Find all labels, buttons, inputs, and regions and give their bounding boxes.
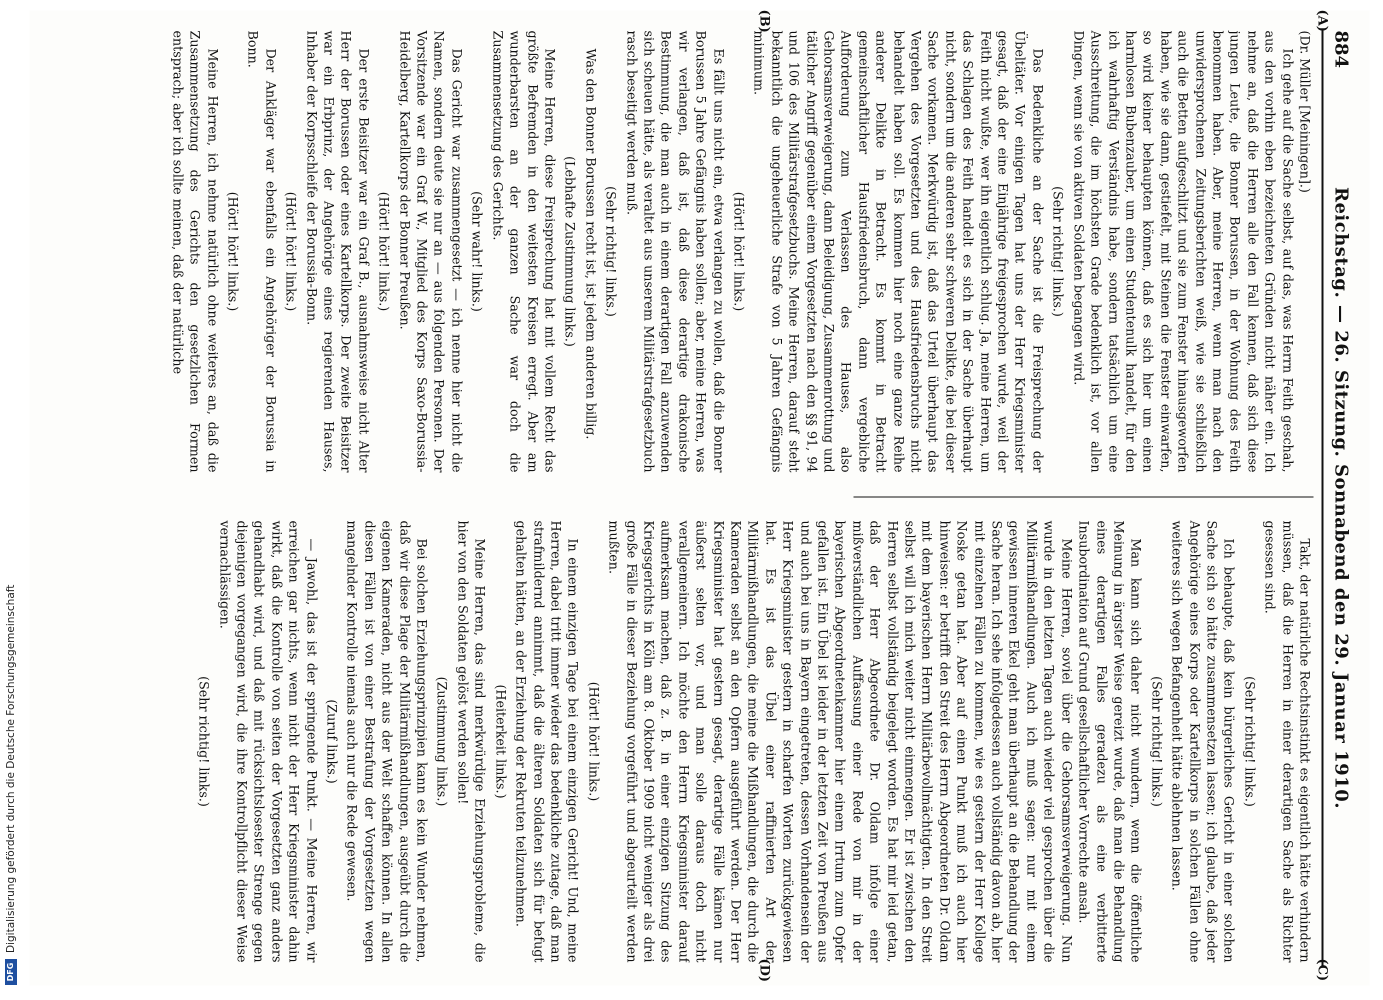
interjection: (Sehr richtig! links.) (1242, 676, 1258, 807)
interjection: (Hört! hört! links.) (283, 191, 299, 312)
paragraph: Meine Herren, soviel über die Gehorsamsverweigerung. Nun wurde in den letzten Tagen auch wieder viel gesprochen über die Militärmißhandlungen. Auch ich muß sagen: nur mit einem gewissen inneren Ekel geht man überhaupt an die Behandlung der Sache heran. Ich sehe infolgedessen auch vollständig davon ab, hier mit einzelnen Fällen zu kommen, wie es gestern der Herr Kollege Noske getan hat. Aber auf einen Punkt muß ich auch hier hinweisen: er betrifft den Streit des Herrn Abgeordneten Dr. Oldam mit dem bayerischen Herrn Militärbevollmächtigten. In den Streit selbst will ich mich weiter nicht einmengen. Er ist zwischen den Herren selbst vollständig beigelegt worden. Es hat mir leid getan, daß der Herr Abgeordnete Dr. Oldam infolge einer mißverständlichen Auffassung einer Rede von mir in der bayerischen Abgeordnetenkammer hier einem Irrtum zum Opfer gefallen ist. Ein Übel ist leider in der letzten Zeit von Preußen aus und auch bei uns in Bayern eingetreten, dessen Vorhandensein der Herr Kriegsminister gestern in scharfen Worten zurückgewiesen hat. Es ist das Übel einer raffinierten Art der Militärmißhandlungen, die meine die Mißhandlungen, die durch die Kameraden selbst an den Opfern ausgeführt werden. Der Herr Kriegsminister hat gestern gesagt, derartige Fälle kämen nur äußerst selten vor, und man solle daraus doch nicht verallgemeinern. Ich möchte den Herrn Kriegsminister darauf aufmerksam machen, daß z. B. in einer einzigen Sitzung des Kriegsgerichts in Köln am 8. Oktober 1909 nicht weniger als drei große Fälle in dieser Beziehung vorgeführt und abgeurteilt werden mußten. (606, 520, 1075, 963)
interjection: (Sehr richtig! links.) (603, 186, 619, 317)
margin-marker-c: (C) (1314, 958, 1330, 982)
paragraph: Ich gehe auf die Sache selbst, auf das, was Herrn Feith geschah, aus den vorhin eben bezeichneten Gründen nicht näher ein. Ich nehme an, daß die Herren alle den Fall kennen, daß sich diese jungen Leute, die Bonner Borussen, in der Wohnung des Feith benommen haben. Aber, meine Herren, wenn man nach den unwidersprochenen Zeitungsberichten weiß, wie sie schließlich auch die Betten aufgeschlitzt und sie zum Fenster hinausgeworfen haben, wie sie dann, gestiefelt, mit Steinen die Fenster einwarfen, so wird keiner behaupten können, daß es sich hier um einen harmlosen Bubenzauber, um einen Studentenulk handelt, für den ich wahrhaftig Verständnis habe, sondern tatsächlich um eine Ausschreitung, die im höchsten Grade bedenklich ist, vor allen Dingen, wenn sie von aktiven Soldaten begangen wird. (1071, 30, 1296, 473)
interjection: (Hört! hört! links.) (731, 191, 747, 312)
margin-marker-a: (A) (1314, 9, 1330, 32)
digitization-text: Digitalisierung gefördert durch die Deutsche Forschungsgemeinschaft (5, 584, 17, 953)
interjection: (Hört! hört! links.) (225, 191, 241, 312)
paragraph: Es fällt uns nicht ein, etwa verlangen zu wollen, daß die Bonner Borussen 5 Jahre Gefängnis haben sollen; aber, meine Herren, was wir verlangen, daß ist, daß diese derartige drakonische Bestimmung, die man auch in einem derartigen Fall anzuwenden sich scheuen hätte, als veraltet aus unserem Militärstrafgesetzbuch rasch beseitigt werden muß. (624, 30, 727, 473)
paragraph: Meine Herren, das sind merkwürdige Erziehungsprobleme, die hier von den Soldaten gelöst werden sollen! (455, 520, 488, 963)
paragraph: Der erste Beisitzer war ein Graf B., ausnahmsweise nicht Alter Herr der Borussen oder eines Kartellkorps. Der zweite Beisitzer war ein Erbprinz, der Angehörige eines regierenden Hauses, Inhaber der Korpsschleife der Borussia-Bonn. (304, 30, 372, 473)
interjection: (Sehr richtig! links.) (196, 676, 212, 807)
paragraph: Meine Herren, ich nehme natürlich ohne weiteres an, daß die Zusammensetzung des Gerichts den gesetzlichen Formen entsprach; aber ich sollte meinen, daß der natürliche (170, 30, 221, 473)
paragraph: Man kann sich daher nicht wundern, wenn die öffentliche Meinung in ärgster Weise gereizt wurde, daß man die Behandlung eines derartigen Falles geradezu als eine verbitterte Insubordination auf Grund gesellschaftlicher Vorrechte ansah. (1076, 520, 1144, 963)
interjection: (Hört! hört! links.) (376, 191, 392, 312)
paragraph: Das Bedenkliche an der Sache ist die Freisprechung der Übeltäter. Vor einigen Tagen hat uns der Herr Kriegsminister gesagt, daß der eine Einjährige freigesprochen wurde, weil der Feith nicht wußte, wer ihn eigentlich schlug. Ja, meine Herren, um das Schlagen des Feith handelt es sich in der Sache überhaupt nicht, sondern um die anderen sehr schweren Delikte, die bei dieser Sache vorkamen. Merkwürdig ist, daß das Urteil überhaupt das Vergehen des Vorgesetzten und des Hausfriedensbruchs nicht behandelt haben soll. Es kommen hier noch eine ganze Reihe anderer Delikte in Betracht. Es kommt in Betracht gemeinschaftlicher Hausfriedensbruch, dann vergebliche Aufforderung zum Verlassen des Hauses, also Gehorsamsverweigerung, dann Beleidigung, Zusammenrottung und tätlicher Angriff gegenüber einem Vorgesetzten nach den §§ 91, 94 und 106 des Militärstrafgesetzbuchs. Meine Herren, darauf steht bekanntlich die ungeheuerliche Strafe von 5 Jahren Gefängnis minimum. (751, 30, 1046, 473)
interjection: (Zuruf links.) (324, 699, 340, 784)
digitization-note (0, 25, 22, 985)
interjection: (Heiterkeit links.) (493, 684, 509, 799)
interjection: (Lebhafte Zustimmung links.) (562, 156, 578, 347)
margin-marker-b: (B) (756, 9, 772, 33)
paragraph: In einem einzigen Tage bei einem einzigen Gericht! Und, meine Herren, dabei tritt immer wieder das bedenkliche zutage, daß man strafmildernd annimmt, daß die älteren Soldaten sich für befugt gehalten hätten, an der Erziehung der Rekruten teilzunehmen. (513, 520, 581, 963)
paragraph: Meine Herren, diese Freisprechung hat mit vollem Recht das größte Befremden in den weitesten Kreisen erregt. Aber am wunderbarsten an der ganzen Sache war doch die Zusammensetzung des Gerichts. (490, 30, 558, 473)
interjection: (Sehr richtig! links.) (1050, 186, 1066, 317)
interjection: (Sehr wahr! links.) (469, 191, 485, 312)
paragraph: Ich behaupte, daß kein bürgerliches Gericht in einer solchen Sache sich so hätte zusammensetzen lassen; ich glaube, daß jeder Angehörige eines Korps oder Kartellkorps in solchen Fällen ohne weiteres sich wegen Befangenheit hätte ablehnen lassen. (1169, 520, 1237, 963)
interjection: (Hört! hört! links.) (586, 681, 602, 802)
document-page (30, 11, 1370, 986)
paragraph: Das Gericht war zusammengesetzt — ich nenne hier nicht die Namen, sondern deute sie nur an — aus folgenden Personen. Der Vorsitzende war ein Graf W., Mitglied des Korps Saxo-Borussia-Heidelberg, Kartellkorps der Bonner Preußen. (397, 30, 465, 473)
page-number: 884 (1330, 30, 1352, 69)
paragraph: Was den Bonner Borussen recht ist, ist jedem anderen billig. (583, 48, 599, 440)
speaker-name: (Dr. Müller [Meiningen].) (1297, 30, 1313, 193)
interjection: (Zustimmung links.) (435, 676, 450, 807)
column-divider (854, 497, 1314, 498)
left-column (46, 31, 1314, 473)
paragraph: Bei solchen Erziehungsprinzipien kann es kein Wunder nehmen, daß wir diese Plage der Militärmißhandlungen, ausgeübt durch die eigenen Kameraden, nicht aus der Welt schaffen können. In allen diesen Fällen ist von einer Bestrafung der Vorgesetzten wegen mangelnder Kontrolle niemals auch nur die Rede gewesen. (344, 520, 430, 963)
paragraph: Der Ankläger war ebenfalls ein Angehöriger der Borussia in Bonn. (245, 30, 279, 473)
dfg-logo: DFG (5, 959, 17, 985)
paragraph: — Jawohl, das ist der springende Punkt. — Meine Herren, wir erreichen gar nichts, wenn nicht der Herr Kriegsminister dahin wirkt, daß die Kontrolle von seiten der Vorgesetzten ganz anders gehandhabt wird, und daß mit rücksichtslosester Strenge gegen diejenigen vorgegangen wird, die ihre Kontrollpflicht dieser Weise vernachlässigen. (217, 520, 320, 963)
paragraph: Takt, der natürliche Rechtsinstinkt es eigentlich hätte verhindern müssen, daß die Herren in einer derartigen Sache als Richter gesessen sind. (1262, 520, 1313, 963)
right-column (46, 521, 1314, 963)
running-head: Reichstag. — 26. Sitzung. Sonnabend den 29. Januar 1910. (1330, 187, 1352, 809)
page-header (1322, 31, 1356, 966)
interjection: (Sehr richtig! links.) (1149, 676, 1165, 807)
margin-marker-d: (D) (756, 958, 772, 983)
